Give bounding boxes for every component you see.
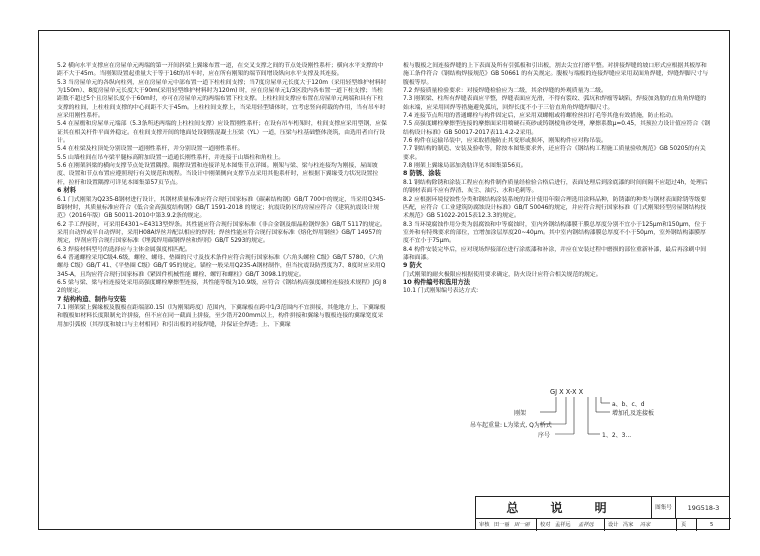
label-span-index: 序号 [538, 432, 551, 439]
paragraph: 8.3 当环境腐蚀作用分类为弱腐蚀和中等腐蚀时，室内外钢结构漆膜干膜总厚度分别不宜小于125μm和150μm，位于室外和有特殊要求的部位，宜增加涂层厚度20~40μm。其中室内钢结构漆膜总厚度不小于50μm，室外钢结构漆膜厚度不宜小于75μm。 [403, 221, 707, 245]
right-text-column [403, 62, 711, 296]
paragraph: 板与腹板之间连接焊缝的上下表面及所有引弧板和引出板，割去尖宜打磨平整。对拼接焊缝的坡口形式应根据其板厚和施工条件符合《钢结构焊接规范》GB 50661 的有关规定。腹板与端板的连接焊缝应采用双面角焊缝，焊缝焊脚尺寸与腹板等厚。 [403, 63, 709, 86]
design-label: 设计 [608, 522, 619, 528]
paragraph: 6.3 焊接材料型号的选择应与主体金属强度相匹配。 [57, 246, 191, 253]
page-number: 5 [710, 522, 714, 528]
naming-diagram [470, 388, 670, 450]
paragraph: 7.3 刚架梁、柱所有焊缝表面应平整，焊缝表面应光滑，不得有裂纹、弧坑和焊瘤等缺陷，焊接加劲肋的直角角焊缝的始末端，应采用回焊等措施避免弧坑，回焊长度不小于三倍直角角焊缝焊脚尺寸。 [403, 96, 707, 111]
atlas-number: 19G518-3 [676, 497, 731, 519]
paragraph: 6.1 门式刚架为Q235-B钢材进行设计，其钢材质量标准应符合现行国家标准《碳素结构钢》GB/T 700中的规定，当采用Q345-B钢材时，其质量标准应符合《低合金高强度结构钢》GB/T 1591-2018 的规定；抗震设防区的房屋应符合《建筑抗震设计规范》（2016年版）GB 50011-2010中第3.9.2条的规定。 [57, 196, 386, 220]
paragraph: 7.1 刚架梁上翼缘板及腹板在距端部0.15l（l为刚架跨度）范围内，下翼缘板在跨中1/3范围内不宜拼接，其他地方上、下翼缘板和腹板如材料长度限制允许拼接，但不应在同一截面上拼接，至少错开200mm以上，构件拼接和翼缘与腹板连接的翼缘宽度采用加引弧板（其厚度和坡口与主材相同）和引出板的对接焊缝，并保证全焊透；上、下翼缘 [57, 304, 386, 328]
title-block [475, 496, 730, 530]
section-heading: 8 防锈、涂装 [403, 170, 441, 178]
paragraph: 6.4 普通螺栓采用C级4.6级，螺栓、螺母、垫圈的尺寸及技术条件应符合现行国家标准《六角头螺栓 C级》GB/T 5780、《六角螺母 C级》GB/T 41、《平垫圈 C级》GB/T 95的规定。锚栓一般采用Q235-A钢材制作，但当抗震设防烈度为7、8度时应采用Q345-A，且均应符合现行国家标准《紧固件机械性能 螺栓、螺钉和螺柱》GB/T 3098.1的规定。 [57, 254, 386, 278]
label-number: 1、2、3... [602, 432, 632, 439]
paragraph: 6.2 手工焊接时，可采用E4301~E4313型焊条。其性能应符合现行国家标准《非合金钢及细晶粒钢焊条》GB/T 5117的规定。采用自动焊或半自动焊时，采用H08A焊丝并配以相应的焊剂；焊丝性能应符合现行国家标准《熔化焊用钢丝》GB/T 14957的规定，焊剂应符合现行国家标准《埋弧焊用碳钢焊丝和焊剂》GB/T 5293的规定。 [57, 221, 386, 245]
divider [536, 519, 537, 531]
drawing-title: 总 说 明 [476, 497, 652, 519]
label-zengjia: 增加孔及连接板 [612, 410, 655, 417]
paragraph: 6.5 梁与梁、梁与柱连接处采用高强度螺栓摩擦型连接，其性能等级为10.9级，应符合《钢结构高强度螺栓连接技术规程》JGJ 82的规定。 [57, 279, 387, 295]
paragraph: 7.4 连接节点所用的普通螺栓与构件固定后，应采用双螺帽或将螺栓丝扣打毛等其他有效措施，防止松动。 [403, 113, 677, 120]
label-abcd: a、b、c、d [612, 401, 645, 408]
atlas-label: 图集号 [652, 497, 676, 519]
paragraph: 8.4 构件安装完毕后，应对现场焊接部位进行涂底漆和补涂，并应在安装过程中磨损的部位重新补漆，最后再涂刷中间漆和面漆。 [403, 246, 707, 261]
reviewer-signature: 田一丽 [514, 522, 530, 528]
section-heading: 9 防火 [403, 262, 422, 270]
paragraph: 8.2 应根据环境侵蚀性分类和钢结构涂装系统的设计使用年限合理选用涂料品种，防锈漆的种类与钢材表面除锈等级要匹配，应符合《工业建筑防腐蚀设计标准》GB/T 50046的规定，并应符合现行国家标准《门式刚架轻型房屋钢结构技术规范》GB 51022-2015表12.3.3的规定。 [403, 196, 707, 220]
signature-row [476, 519, 731, 531]
page-label: 页 [681, 522, 687, 528]
section-heading: 10 构件编号和选用方法 [403, 278, 471, 286]
paragraph: 7.7 钢结构的制造、安装及验收等，除按本图集要求外，还应符合《钢结构工程施工质量验收规范》GB 50205的有关要求。 [403, 146, 706, 161]
paragraph: 门式刚架的耐火极限应根据使用要求确定，防火设计应符合相关规范的规定。 [403, 271, 602, 278]
paragraph: 10.1 门式刚架编号表达方式: [403, 288, 479, 295]
paragraph: 5.5 山墙柱间在吊车梁平腿标高附加设置一道通长刚性系杆，并连接于山墙柱和角柱上。 [57, 154, 285, 161]
divider [604, 519, 605, 531]
paragraph: 7.2 焊接质量检验要求：对接焊缝检验应为二级，其余焊缝的外观质量为二级。 [403, 88, 607, 95]
section-heading: 6 材料 [57, 187, 76, 195]
check-label: 校对 [540, 522, 551, 528]
paragraph: 5.4 在屋檐和房屋单元端部（5.3条所述两端的上柱柱间支撑）应设置刚性系杆；在设有吊车桁架时，柱间支撑应采用型钢，应保证其在相关杆件平面外稳定。在柱间支撑开间的地面处设钢筋混凝土压梁（YL）一道，压梁与柱基础整体浇筑，由选用者自行设计。 [57, 121, 387, 145]
checker-signature: 孟祥远 [578, 522, 594, 528]
review-label: 审核 [479, 522, 490, 528]
paragraph: 7.5 高强度螺栓摩擦型连接的摩擦面采用喷硬石英砂或铸钢棱角砂处理，摩擦系数μ=0.45，其预拉力设计值应符合《钢结构设计标准》GB 50017-2017表11.4.2-2采用。 [403, 121, 711, 136]
label-gangjia: 刚架 [514, 410, 527, 417]
paragraph: 7.8 刚架上翼缘局部加劲肋详见本图集第56页。 [403, 163, 527, 170]
section-heading: 7 结构构造、制作与安装 [57, 295, 126, 303]
divider [696, 519, 697, 531]
label-crane: 吊车起重量: L为梁式, Q为桥式 [470, 422, 552, 429]
naming-code: GJ X X-X X [550, 388, 584, 396]
paragraph: 7.6 构件在运输吊装中，应采取措施防止其变形或损坏，刚架构件应对称吊装。 [403, 138, 607, 145]
designer-signature: 冯家 [640, 522, 651, 528]
paragraph: 5.4 在柱梁及柱顶处分别设置一道刚性系杆，并分别设置一道刚性系杆。 [57, 146, 244, 153]
paragraph: 8.1 钢结构除锈和涂装工程应在构件制作质量经检验合格后进行，表面处理后到涂底漆的时间间隔不应超过4h，处理后的钢材表面不应有焊渣、灰尘、油污、水和毛刺等。 [403, 179, 708, 195]
checker-name: 孟祥远 [555, 522, 571, 528]
paragraph: 5.2 横向水平支撑应在房屋单元两端的第一开间斜梁上翼缘布置一道，在交叉支撑之间的节点处设刚性系杆；横向水平支撑的中距不大于45m。当刚架设置起重量大于等于16t的吊车时，应在所有刚架的端节间增设纵向水平支撑及其连接。 [57, 63, 384, 78]
designer-name: 冯家 [623, 522, 634, 528]
reviewer-name: 田一丽 [494, 522, 510, 528]
paragraph: 5.3 当房屋单元的各纵向柱列，应在房屋单元中部布置一道下柱柱间支撑；当7度房屋单元长度大于120m（采用轻型维护材料时为150m）、8度房屋单元长度大于90m(采用轻型维护材料时为120m) 时，应在房屋单元1/3区段内各布置一道下柱支撑；当柱距数不超过5个且房屋长度小于60m时，亦可在房屋单元的两端布置下柱支撑。上柱柱间支撑应布置在房屋单元两端和具有下柱支撑的柱间，上柱柱间支撑的中心间距不大于45m。上柱柱间支撑上，当采用轻型墙体时，宜考虑竖向荷载的作用，当有吊车时应采用刚性系杆。 [57, 79, 387, 120]
divider [676, 519, 677, 531]
left-text-column [57, 62, 387, 329]
naming-diagram-lines [470, 388, 670, 450]
paragraph: 5.6 在刚架斜梁的横向支撑节点处设置隅撑。隅撑设置和连接详见本图集节点详图。刚架与梁、梁与柱连接均为刚接，屋面坡度、设置和节点布置应遵照现行有关规范和规程。当设计中刚架侧向支撑节点采用其他系杆时，应根据下翼缘受力状况设置拉杆，拉杆和设置隅撑可详见本图集第57页节点。 [57, 163, 379, 186]
